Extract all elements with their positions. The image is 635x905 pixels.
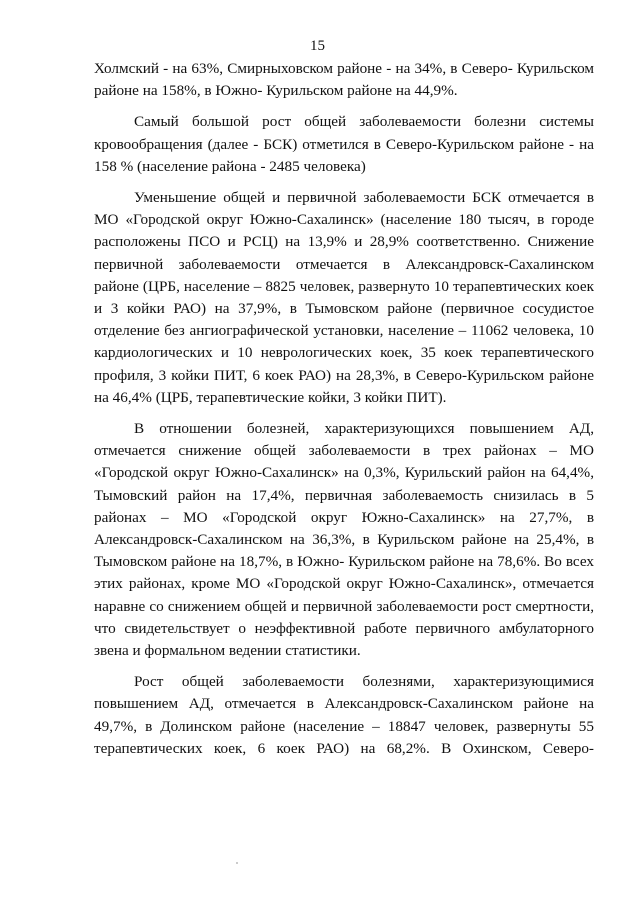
paragraph-5: Рост общей заболеваемости болезнями, характеризующимися повышением АД, отмечается в Александровск-Сахалинском районе на 49,7%, в Долинском районе (население – 18847 человек, развернуты 55 терапевтических коек, 6 коек РАО) на 68,2%. В Охинском, Северо- <box>94 673 594 757</box>
paragraph-1: Холмский - на 63%, Смирныховском районе - на 34%, в Северо- Курильском районе на 158%, в Южно- Курильском районе на 44,9%. <box>94 60 594 100</box>
paragraph-3: Уменьшение общей и первичной заболеваемости БСК отмечается в МО «Городской округ Южно-Сахалинск» (население 180 тысяч, в городе расположены ПСО и РСЦ) на 13,9% и 28,9% соответственно. Снижение первичной заболеваемости отмечается в Александровск-Сахалинском районе (ЦРБ, население – 8825 человек, развернуто 10 терапевтических коек и 3 койки РАО) на 37,9%, в Тымовском районе (первичное сосудистое отделение без ангиографической установки, население – 11062 человека, 10 кардиологических и 10 неврологических коек, 35 коек терапевтического профиля, 3 койки ПИТ, 6 коек РАО) на 28,3%, в Северо-Курильском районе на 46,4% (ЦРБ, терапевтические койки, 3 койки ПИТ). <box>94 189 594 406</box>
scan-speck <box>236 862 238 864</box>
paragraph-2: Самый большой рост общей заболеваемости болезни системы кровообращения (далее - БСК) отметился в Северо-Курильском районе - на 158 % (население района - 2485 человека) <box>94 113 594 175</box>
page-number: 15 <box>310 38 325 54</box>
document-body <box>94 58 594 769</box>
paragraph-4: В отношении болезней, характеризующихся повышением АД, отмечается снижение общей заболеваемости в трех районах – МО «Городской округ Южно-Сахалинск» на 0,3%, Курильский район на 64,4%, Тымовский район на 17,4%, первичная заболеваемость снизилась в 5 районах – МО «Городской округ Южно-Сахалинск» на 27,7%, в Александровск-Сахалинском на 36,3%, в Курильском районе на 25,4%, в Тымовском районе на 18,7%, в Южно- Курильском районе на 78,6%. Во всех этих районах, кроме МО «Городской округ Южно-Сахалинск», отмечается наравне со снижением общей и первичной заболеваемости рост смертности, что свидетельствует о неэффективной работе первичного амбулаторного звена и формальном ведении статистики. <box>94 420 594 660</box>
